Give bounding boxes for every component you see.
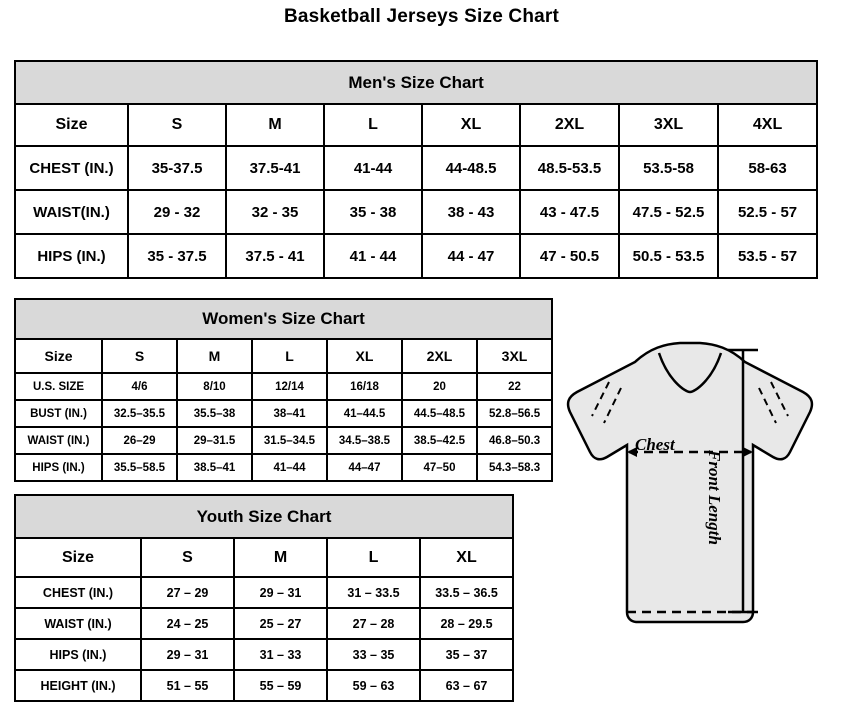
table-row [15,427,552,454]
mens-hips-4xl: 53.5 - 57 [718,234,817,278]
youth-hips-s: 29 – 31 [141,639,234,670]
womens-ussize-3xl: 22 [477,373,552,400]
mens-row-label-chest: CHEST (IN.) [15,146,128,190]
youth-chest-l: 31 – 33.5 [327,577,420,608]
front-length-measurement-label: Front Length [705,450,724,545]
youth-waist-m: 25 – 27 [234,608,327,639]
womens-chart-caption: Women's Size Chart [15,299,552,339]
mens-hips-xl: 44 - 47 [422,234,520,278]
youth-height-m: 55 – 59 [234,670,327,701]
table-header-row [15,538,513,577]
womens-waist-m: 29–31.5 [177,427,252,454]
womens-ussize-l: 12/14 [252,373,327,400]
mens-header-xl: XL [422,104,520,146]
youth-header-size: Size [15,538,141,577]
youth-hips-m: 31 – 33 [234,639,327,670]
youth-hips-l: 33 – 35 [327,639,420,670]
mens-waist-xl: 38 - 43 [422,190,520,234]
youth-row-label-hips: HIPS (IN.) [15,639,141,670]
womens-hips-3xl: 54.3–58.3 [477,454,552,481]
womens-header-l: L [252,339,327,373]
womens-bust-3xl: 52.8–56.5 [477,400,552,427]
youth-chest-xl: 33.5 – 36.5 [420,577,513,608]
youth-waist-l: 27 – 28 [327,608,420,639]
mens-header-4xl: 4XL [718,104,817,146]
youth-chart-caption: Youth Size Chart [15,495,513,538]
table-row [15,639,513,670]
youth-chest-m: 29 – 31 [234,577,327,608]
mens-waist-2xl: 43 - 47.5 [520,190,619,234]
table-row [15,577,513,608]
youth-row-label-waist: WAIST (IN.) [15,608,141,639]
youth-header-l: L [327,538,420,577]
womens-bust-s: 32.5–35.5 [102,400,177,427]
womens-header-2xl: 2XL [402,339,477,373]
mens-chest-xl: 44-48.5 [422,146,520,190]
table-header-row [15,104,817,146]
womens-header-3xl: 3XL [477,339,552,373]
shirt-illustration-icon [540,340,840,670]
mens-hips-3xl: 50.5 - 53.5 [619,234,718,278]
womens-waist-s: 26–29 [102,427,177,454]
youth-height-s: 51 – 55 [141,670,234,701]
youth-header-m: M [234,538,327,577]
womens-header-size: Size [15,339,102,373]
mens-chart-caption: Men's Size Chart [15,61,817,104]
youth-header-s: S [141,538,234,577]
womens-bust-xl: 41–44.5 [327,400,402,427]
mens-waist-l: 35 - 38 [324,190,422,234]
mens-row-label-waist: WAIST(IN.) [15,190,128,234]
mens-hips-2xl: 47 - 50.5 [520,234,619,278]
womens-bust-2xl: 44.5–48.5 [402,400,477,427]
table-row [15,234,817,278]
mens-row-label-hips: HIPS (IN.) [15,234,128,278]
youth-waist-xl: 28 – 29.5 [420,608,513,639]
mens-size-chart-table [14,60,818,279]
table-row [15,373,552,400]
mens-hips-l: 41 - 44 [324,234,422,278]
mens-header-size: Size [15,104,128,146]
youth-header-xl: XL [420,538,513,577]
shirt-measurement-diagram [540,340,840,670]
youth-waist-s: 24 – 25 [141,608,234,639]
youth-chest-s: 27 – 29 [141,577,234,608]
youth-height-l: 59 – 63 [327,670,420,701]
womens-ussize-s: 4/6 [102,373,177,400]
mens-chest-s: 35-37.5 [128,146,226,190]
table-header-row [15,339,552,373]
womens-ussize-m: 8/10 [177,373,252,400]
womens-header-s: S [102,339,177,373]
womens-bust-l: 38–41 [252,400,327,427]
womens-waist-3xl: 46.8–50.3 [477,427,552,454]
womens-row-label-hips: HIPS (IN.) [15,454,102,481]
womens-ussize-xl: 16/18 [327,373,402,400]
mens-chest-3xl: 53.5-58 [619,146,718,190]
mens-header-l: L [324,104,422,146]
womens-waist-2xl: 38.5–42.5 [402,427,477,454]
youth-height-xl: 63 – 67 [420,670,513,701]
mens-header-2xl: 2XL [520,104,619,146]
womens-row-label-us-size: U.S. SIZE [15,373,102,400]
mens-chest-l: 41-44 [324,146,422,190]
mens-header-3xl: 3XL [619,104,718,146]
womens-waist-l: 31.5–34.5 [252,427,327,454]
mens-header-m: M [226,104,324,146]
womens-header-xl: XL [327,339,402,373]
womens-hips-l: 41–44 [252,454,327,481]
mens-header-s: S [128,104,226,146]
womens-hips-m: 38.5–41 [177,454,252,481]
youth-row-label-chest: CHEST (IN.) [15,577,141,608]
table-row [15,190,817,234]
womens-hips-s: 35.5–58.5 [102,454,177,481]
mens-chest-m: 37.5-41 [226,146,324,190]
womens-hips-xl: 44–47 [327,454,402,481]
mens-hips-m: 37.5 - 41 [226,234,324,278]
chest-measurement-label: Chest [635,435,675,454]
mens-hips-s: 35 - 37.5 [128,234,226,278]
womens-waist-xl: 34.5–38.5 [327,427,402,454]
youth-size-chart-table [14,494,514,702]
mens-waist-s: 29 - 32 [128,190,226,234]
womens-ussize-2xl: 20 [402,373,477,400]
table-row [15,146,817,190]
table-row [15,454,552,481]
mens-waist-3xl: 47.5 - 52.5 [619,190,718,234]
table-caption-row [15,299,552,339]
womens-hips-2xl: 47–50 [402,454,477,481]
page-title: Basketball Jerseys Size Chart [283,6,560,27]
womens-header-m: M [177,339,252,373]
mens-chest-4xl: 58-63 [718,146,817,190]
mens-waist-m: 32 - 35 [226,190,324,234]
womens-bust-m: 35.5–38 [177,400,252,427]
womens-size-chart-table [14,298,553,482]
table-row [15,608,513,639]
table-row [15,670,513,701]
table-row [15,400,552,427]
youth-hips-xl: 35 – 37 [420,639,513,670]
youth-row-label-height: HEIGHT (IN.) [15,670,141,701]
womens-row-label-bust: BUST (IN.) [15,400,102,427]
womens-row-label-waist: WAIST (IN.) [15,427,102,454]
mens-waist-4xl: 52.5 - 57 [718,190,817,234]
mens-chest-2xl: 48.5-53.5 [520,146,619,190]
table-caption-row [15,495,513,538]
table-caption-row [15,61,817,104]
